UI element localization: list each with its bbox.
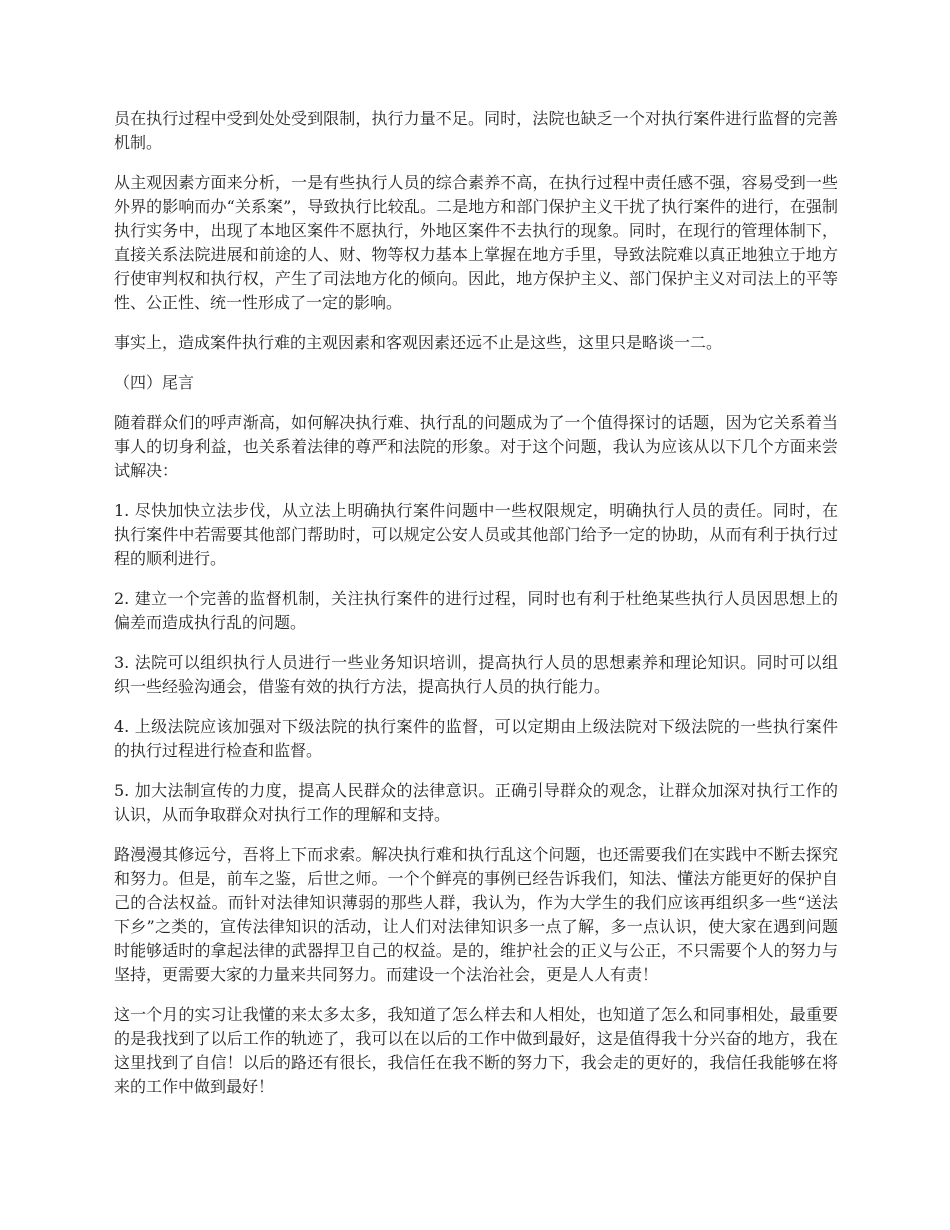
document-body	[114, 107, 838, 1099]
paragraph-reflection: 路漫漫其修远兮，吾将上下而求索。解决执行难和执行乱这个问题，也还需要我们在实践中不断去探究和努力。但是，前车之鉴，后世之师。一个个鲜亮的事例已经告诉我们，知法、懂法方能更好的保护自己的合法权益。而针对法律知识薄弱的那些人群，我认为，作为大学生的我们应该再组织多一些“送法下乡”之类的，宣传法律知识的活动，让人们对法律知识多一点了解，多一点认识，使大家在遇到问题时能够适时的拿起法律的武器捍卫自己的权益。是的，维护社会的正义与公正，不只需要个人的努力与坚持，更需要大家的力量来共同努力。而建设一个法治社会，更是人人有责！	[114, 845, 838, 984]
paragraph-internship-summary: 这一个月的实习让我懂的来太多太多，我知道了怎么样去和人相处，也知道了怎么和同事相处，最重要的是我找到了以后工作的轨迹了，我可以在以后的工作中做到最好，这是值得我十分兴奋的地方，我在这里找到了自信！以后的路还有很长，我信任在我不断的努力下，我会走的更好的，我信任我能够在将来的工作中做到最好！	[114, 1005, 838, 1096]
list-item-5: 5. 加大法制宣传的力度，提高人民群众的法律意识。正确引导群众的观念，让群众加深对执行工作的认识，从而争取群众对执行工作的理解和支持。	[114, 781, 838, 824]
paragraph-summary: 事实上，造成案件执行难的主观因素和客观因素还远不止是这些，这里只是略谈一二。	[114, 333, 723, 352]
paragraph-intro-continued: 员在执行过程中受到处处受到限制，执行力量不足。同时，法院也缺乏一个对执行案件进行监督的完善机制。	[114, 109, 838, 152]
list-item-1: 1. 尽快加快立法步伐，从立法上明确执行案件问题中一些权限规定，明确执行人员的责任。同时，在执行案件中若需要其他部门帮助时，可以规定公安人员或其他部门给予一定的协助，从而有利于执行过程的顺利进行。	[114, 501, 838, 568]
paragraph-subjective-factors: 从主观因素方面来分析，一是有些执行人员的综合素养不高，在执行过程中责任感不强，容易受到一些外界的影响而办“关系案”，导致执行比较乱。二是地方和部门保护主义干扰了执行案件的进行，在强制执行实务中，出现了本地区案件不愿执行，外地区案件不去执行的现象。同时，在现行的管理体制下，直接关系法院进展和前途的人、财、物等权力基本上掌握在地方手里，导致法院难以真正地独立于地方行使审判权和执行权，产生了司法地方化的倾向。因此，地方保护主义、部门保护主义对司法上的平等性、公正性、统一性形成了一定的影响。	[114, 173, 838, 312]
list-item-4: 4. 上级法院应该加强对下级法院的执行案件的监督，可以定期由上级法院对下级法院的一些执行案件的执行过程进行检查和监督。	[114, 717, 838, 760]
section-heading-conclusion: （四）尾言	[114, 373, 195, 392]
list-item-2: 2. 建立一个完善的监督机制，关注执行案件的进行过程，同时也有利于杜绝某些执行人员因思想上的偏差而造成执行乱的问题。	[114, 589, 838, 632]
list-item-3: 3. 法院可以组织执行人员进行一些业务知识培训，提高执行人员的思想素养和理论知识。同时可以组织一些经验沟通会，借鉴有效的执行方法，提高执行人员的执行能力。	[114, 653, 838, 696]
paragraph-solutions-intro: 随着群众们的呼声渐高，如何解决执行难、执行乱的问题成为了一个值得探讨的话题，因为它关系着当事人的切身利益，也关系着法律的尊严和法院的形象。对于这个问题，我认为应该从以下几个方面来尝试解决：	[114, 413, 838, 480]
